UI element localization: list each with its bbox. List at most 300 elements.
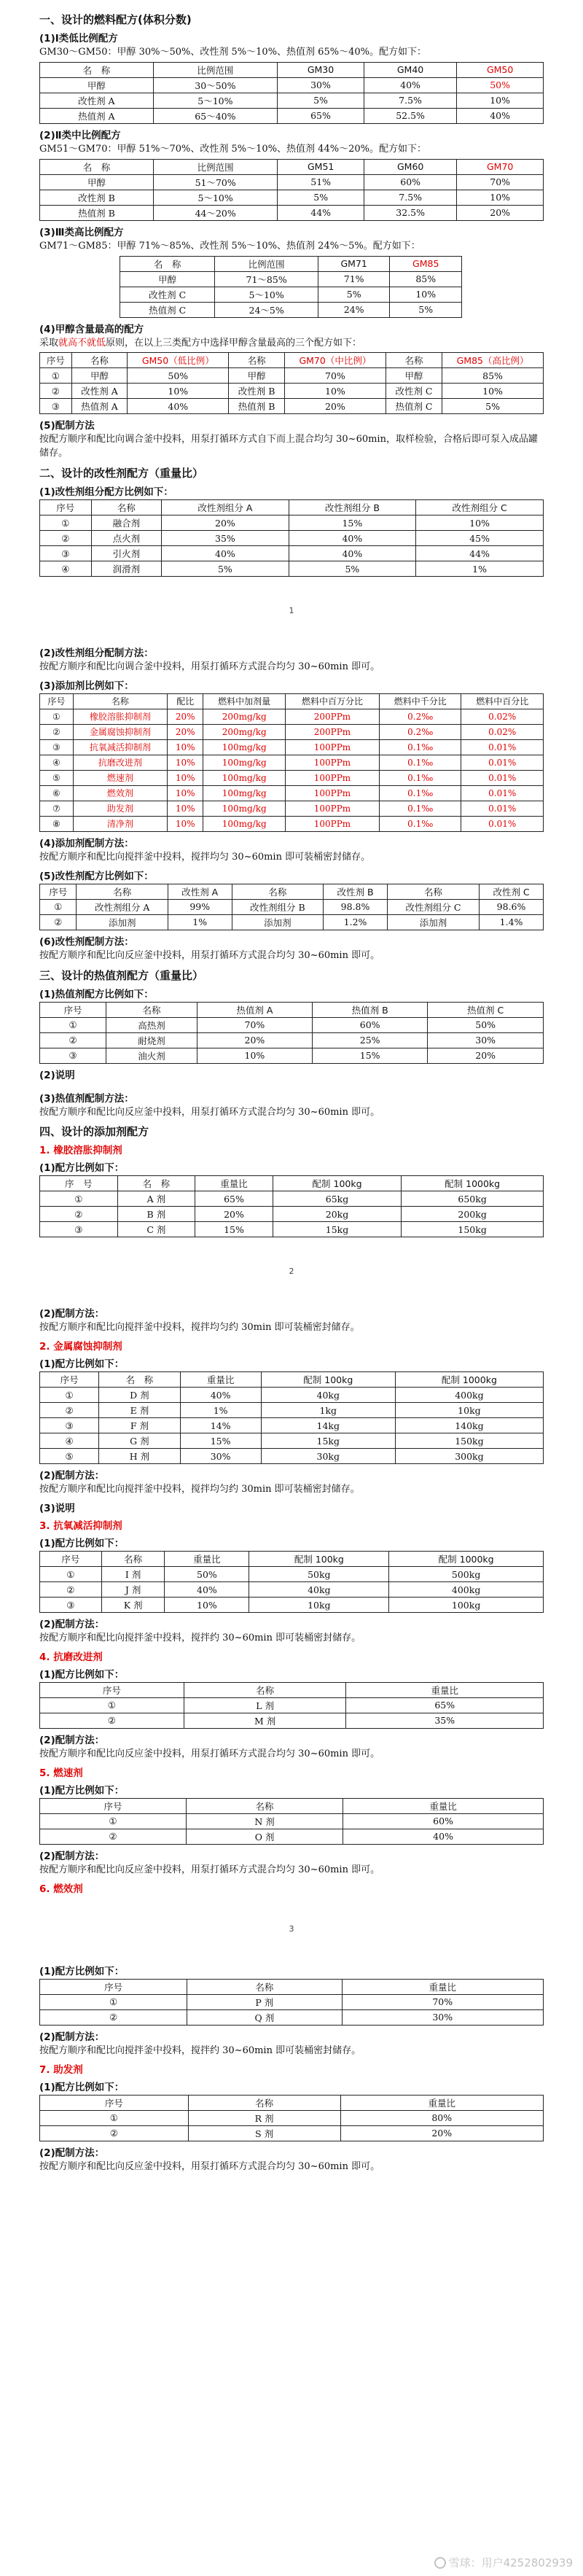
table-row xyxy=(40,190,544,205)
r2-method: 按配方顺序和配比向搅拌釜中投料，搅拌均匀约 30min 即可装桶密封储存。 xyxy=(39,1484,360,1495)
table-cell: 甲醇 xyxy=(71,368,128,384)
table-cell: ① xyxy=(40,1697,184,1713)
table-cell: 40kg xyxy=(261,1388,395,1403)
table-cell: 65% xyxy=(346,1697,544,1713)
table-cell: 100PPm xyxy=(285,755,379,770)
table-cell: 150kg xyxy=(395,1433,543,1449)
table-row xyxy=(40,816,544,831)
s1d-desc: 采取就高不就低原则，在以上三类配方中选择甲醇含量最高的三个配方如下： xyxy=(39,337,362,349)
table-cell: 10% xyxy=(167,816,203,831)
table-cell: 100PPm xyxy=(285,785,379,801)
table-cell: 甲醇 xyxy=(386,368,442,384)
column-header: GM71 xyxy=(318,256,390,271)
table-cell: 44～20% xyxy=(153,205,277,220)
column-header: GM50（低比例） xyxy=(128,353,229,368)
table-cell: 71～85% xyxy=(215,271,318,287)
table-cell: 44% xyxy=(278,205,364,220)
column-header: 序号 xyxy=(40,884,77,899)
table-row xyxy=(40,1829,544,1844)
table-cell: ④ xyxy=(40,755,74,770)
table-cell: 40kg xyxy=(249,1582,389,1598)
table-cell: 1% xyxy=(416,561,544,577)
column-header: GM30 xyxy=(278,62,364,77)
table-cell: 高热剂 xyxy=(106,1017,197,1032)
table-cell: 30% xyxy=(278,77,364,93)
table-cell: 50% xyxy=(457,77,544,93)
s3a-title: (1)热值剂配方比例如下： xyxy=(39,988,154,1000)
table-cell: 1% xyxy=(180,1403,261,1418)
column-header: 配比 xyxy=(167,693,203,709)
column-header: 比例范围 xyxy=(153,62,278,77)
table-cell: 65kg xyxy=(273,1191,401,1207)
table-header-row xyxy=(40,693,544,709)
table-cell: 点火剂 xyxy=(91,531,162,546)
r7-method: 按配方顺序和配比向反应釜中投料，用泵打循环方式混合均匀 30~60min 即可。 xyxy=(39,2160,380,2172)
table-row xyxy=(40,1017,544,1032)
column-header: 名 称 xyxy=(120,256,215,271)
table-cell: ② xyxy=(40,1829,187,1844)
column-header: 序号 xyxy=(40,693,74,709)
table-cell: 改性剂组分 A xyxy=(77,899,168,914)
s2a-title: (1)改性剂组分配方比例如下： xyxy=(39,486,173,499)
table-cell: 热值剂 B xyxy=(229,399,285,414)
table-row xyxy=(40,1713,544,1728)
table-cell: 30% xyxy=(342,2009,543,2025)
table-cell: 0.1‰ xyxy=(380,739,461,755)
r4-title: 4. 抗磨改进剂 xyxy=(39,1651,103,1663)
table-cell: 30～50% xyxy=(153,77,278,93)
table-r3 xyxy=(39,1551,544,1613)
column-header: 名称 xyxy=(101,1552,165,1567)
table-cell: 24% xyxy=(318,302,390,317)
r3-title: 3. 抗氧减活抑制剂 xyxy=(39,1520,122,1533)
table-cell: 15kg xyxy=(273,1222,401,1237)
table-cell: ⑥ xyxy=(40,785,74,801)
table-cell: D 剂 xyxy=(99,1388,180,1403)
table-cell: ② xyxy=(40,724,74,739)
table-cell: 添加剂 xyxy=(232,914,324,930)
table-cell: 5～10% xyxy=(153,93,278,108)
table-cell: E 剂 xyxy=(99,1403,180,1418)
section-1-title: 一、设计的燃料配方(体积分数) xyxy=(39,13,192,26)
r3-method-title: (2)配制方法： xyxy=(39,1619,105,1631)
table-cell: 耐烧剂 xyxy=(106,1032,197,1048)
column-header: 名称 xyxy=(186,1798,343,1813)
table-cell: ① xyxy=(40,899,77,914)
table-cell: 52.5% xyxy=(364,108,456,123)
table-cell: 甲醇 xyxy=(40,174,154,190)
table-row xyxy=(120,287,462,302)
table-r2 xyxy=(39,1371,544,1464)
r5-title: 5. 燃速剂 xyxy=(39,1767,83,1779)
table-cell: 50kg xyxy=(249,1567,389,1582)
table-row xyxy=(40,77,544,93)
table-cell: G 剂 xyxy=(99,1433,180,1449)
section-3-title: 三、设计的热值剂配方（重量比） xyxy=(39,968,204,982)
table-cell: 添加剂 xyxy=(77,914,168,930)
table-cell: 20% xyxy=(428,1048,544,1063)
table-cell: 40% xyxy=(180,1388,261,1403)
table-cell: ② xyxy=(40,1403,99,1418)
table-cell: 金属腐蚀抑制剂 xyxy=(73,724,167,739)
table-cell: 0.01% xyxy=(461,801,544,816)
table-cell: 5% xyxy=(162,561,289,577)
table-s2c xyxy=(39,693,544,832)
r6-method-title: (2)配制方法： xyxy=(39,2031,105,2043)
column-header: 名 称 xyxy=(40,62,154,77)
table-cell: 40% xyxy=(162,546,289,561)
table-cell: 改性剂 A xyxy=(40,93,154,108)
table-cell: 15% xyxy=(195,1222,273,1237)
table-cell: 200PPm xyxy=(285,709,379,724)
s2f-title: (6)改性剂配制方法： xyxy=(39,935,134,948)
table-row xyxy=(40,770,544,785)
snowball-logo-icon xyxy=(434,2557,446,2569)
column-header: 燃料中百分比 xyxy=(461,693,544,709)
table-cell: 98.8% xyxy=(324,899,388,914)
table-cell: K 剂 xyxy=(101,1598,165,1613)
table-cell: 5% xyxy=(278,93,364,108)
table-cell: ⑧ xyxy=(40,816,74,831)
r1-method: 按配方顺序和配比向搅拌釜中投料，搅拌均匀约 30min 即可装桶密封储存。 xyxy=(39,1322,360,1334)
column-header: 改性剂组分 B xyxy=(289,500,416,515)
table-cell: 5% xyxy=(289,561,416,577)
s2e-title: (5)改性剂配方比例如下： xyxy=(39,870,154,882)
s1a-desc: GM30～GM50：甲醇 30%～50%、改性剂 5%～10%、热值剂 65%～40%。配方如下： xyxy=(39,47,426,58)
column-header: 名 称 xyxy=(40,159,154,174)
table-cell: ① xyxy=(40,709,74,724)
column-header: 名 称 xyxy=(99,1372,180,1388)
column-header: 名称 xyxy=(77,884,168,899)
column-header: 序号 xyxy=(40,1682,184,1697)
table-cell: 70% xyxy=(342,1994,543,2009)
table-cell: ② xyxy=(40,914,77,930)
table-cell: 7.5% xyxy=(364,93,456,108)
table-s1c xyxy=(120,256,462,318)
table-cell: 5% xyxy=(318,287,390,302)
table-cell: 融合剂 xyxy=(91,515,162,531)
column-header: 序号 xyxy=(40,1798,187,1813)
table-cell: 35% xyxy=(346,1713,544,1728)
table-row xyxy=(40,205,544,220)
table-cell: ① xyxy=(40,368,72,384)
table-cell: 10% xyxy=(197,1048,312,1063)
table-cell: ① xyxy=(40,515,92,531)
section-4-title: 四、设计的添加剂配方 xyxy=(39,1125,149,1139)
table-header-row xyxy=(120,256,462,271)
table-cell: ② xyxy=(40,1032,106,1048)
table-cell: 20% xyxy=(167,724,203,739)
table-cell: ① xyxy=(40,1994,187,2009)
table-cell: ④ xyxy=(40,1433,99,1449)
table-row xyxy=(40,755,544,770)
table-row xyxy=(40,1388,544,1403)
s1e-title: (5)配制方法 xyxy=(39,420,95,432)
table-cell: 30% xyxy=(428,1032,544,1048)
table-cell: 5% xyxy=(390,302,462,317)
table-row xyxy=(40,914,544,930)
table-cell: 20% xyxy=(195,1207,273,1222)
table-cell: 热值剂 A xyxy=(40,108,154,123)
table-header-row xyxy=(40,353,544,368)
table-cell: ③ xyxy=(40,1222,118,1237)
column-header: 热值剂 A xyxy=(197,1002,312,1017)
table-cell: 热值剂 C xyxy=(386,399,442,414)
table-cell: ② xyxy=(40,1582,102,1598)
table-row xyxy=(40,1191,544,1207)
column-header: 重量比 xyxy=(342,1979,543,1994)
s1a-title: (1)Ⅰ类低比例配方 xyxy=(39,33,118,44)
table-cell: 140kg xyxy=(395,1418,543,1433)
table-cell: 650kg xyxy=(402,1191,544,1207)
table-cell: 15% xyxy=(289,515,416,531)
table-cell: 5～10% xyxy=(153,190,277,205)
table-cell: 35% xyxy=(162,531,289,546)
table-cell: 20% xyxy=(167,709,203,724)
column-header: 重量比 xyxy=(340,2095,543,2110)
r5-method: 按配方顺序和配比向反应釜中投料，用泵打循环方式混合均匀 30~60min 即可。 xyxy=(39,1864,380,1875)
r4-method-title: (2)配制方法： xyxy=(39,1734,105,1746)
table-cell: 65～40% xyxy=(153,108,278,123)
table-cell: ① xyxy=(40,1388,99,1403)
table-cell: C 剂 xyxy=(117,1222,195,1237)
table-cell: 98.6% xyxy=(480,899,544,914)
table-header-row xyxy=(40,62,544,77)
column-header: 序号 xyxy=(40,353,72,368)
table-row xyxy=(40,899,544,914)
table-cell: 85% xyxy=(442,368,544,384)
table-row xyxy=(40,561,544,577)
r1-method-title: (2)配制方法： xyxy=(39,1308,105,1320)
table-s1b xyxy=(39,159,544,221)
table-r6 xyxy=(39,1979,544,2026)
page-number-3: 3 xyxy=(289,1923,294,1934)
table-row xyxy=(40,1813,544,1829)
r7-title: 7. 助发剂 xyxy=(39,2063,83,2076)
table-cell: 60% xyxy=(343,1813,544,1829)
table-cell: 10% xyxy=(165,1598,249,1613)
r6-title: 6. 燃效剂 xyxy=(39,1883,83,1895)
table-header-row xyxy=(40,1372,544,1388)
r5-sub: (1)配方比例如下： xyxy=(39,1784,125,1797)
column-header: 改性剂 B xyxy=(324,884,388,899)
table-cell: 改性剂 B xyxy=(40,190,154,205)
r3-method: 按配方顺序和配比向搅拌釜中投料，搅拌约 30~60min 即可装桶密封储存。 xyxy=(39,1633,361,1644)
column-header: 序号 xyxy=(40,1002,106,1017)
table-row xyxy=(40,515,544,531)
table-cell: 改性剂 B xyxy=(229,384,285,399)
table-row xyxy=(120,271,462,287)
column-header: 序号 xyxy=(40,500,92,515)
table-cell: 14% xyxy=(180,1418,261,1433)
table-cell: 0.01% xyxy=(461,770,544,785)
r2-sub: (1)配方比例如下： xyxy=(39,1358,125,1371)
table-cell: ① xyxy=(40,1813,187,1829)
table-cell: 100mg/kg xyxy=(203,739,285,755)
column-header: 序号 xyxy=(40,1372,99,1388)
table-row xyxy=(40,384,544,399)
table-cell: 20% xyxy=(340,2125,543,2141)
table-row xyxy=(40,801,544,816)
table-header-row xyxy=(40,1002,544,1017)
r4-sub: (1)配方比例如下： xyxy=(39,1668,125,1681)
table-cell: ③ xyxy=(40,399,72,414)
column-header: GM85（高比例） xyxy=(442,353,544,368)
table-cell: 200mg/kg xyxy=(203,709,285,724)
table-cell: N 剂 xyxy=(186,1813,343,1829)
table-cell: 引火剂 xyxy=(91,546,162,561)
table-row xyxy=(40,1449,544,1464)
column-header: 名称 xyxy=(188,2095,340,2110)
table-header-row xyxy=(40,1798,544,1813)
r2-note: (3)说明 xyxy=(39,1503,75,1515)
column-header: 名称 xyxy=(387,884,479,899)
table-s3a xyxy=(39,1002,544,1064)
table-cell: 40% xyxy=(457,108,544,123)
table-row xyxy=(40,2125,544,2141)
table-header-row xyxy=(40,1176,544,1191)
table-cell: 100PPm xyxy=(285,801,379,816)
table-cell: 10% xyxy=(167,755,203,770)
table-cell: 改性剂 A xyxy=(71,384,128,399)
table-cell: ① xyxy=(40,1567,102,1582)
table-cell: 抗氧减活抑制剂 xyxy=(73,739,167,755)
table-cell: 100kg xyxy=(389,1598,544,1613)
table-cell: 5% xyxy=(278,190,364,205)
table-cell: J 剂 xyxy=(101,1582,165,1598)
table-row xyxy=(40,1222,544,1237)
table-row xyxy=(40,1032,544,1048)
table-cell: 70% xyxy=(457,174,544,190)
table-cell: A 剂 xyxy=(117,1191,195,1207)
page-number-2: 2 xyxy=(289,1266,294,1277)
table-cell: 甲醇 xyxy=(40,77,154,93)
table-row xyxy=(40,1994,544,2009)
table-cell: 200mg/kg xyxy=(203,724,285,739)
table-cell: H 剂 xyxy=(99,1449,180,1464)
table-cell: 热值剂 C xyxy=(120,302,215,317)
table-cell: 51% xyxy=(278,174,364,190)
r5-method-title: (2)配制方法： xyxy=(39,1850,105,1862)
table-cell: 1.4% xyxy=(480,914,544,930)
table-cell: 100mg/kg xyxy=(203,816,285,831)
table-row xyxy=(40,1403,544,1418)
watermark: 雪球：用户4252802939 xyxy=(434,2555,573,2570)
column-header: GM50 xyxy=(457,62,544,77)
table-cell: 20% xyxy=(162,515,289,531)
table-cell: 润滑剂 xyxy=(91,561,162,577)
r6-method: 按配方顺序和配比向搅拌釜中投料，搅拌约 30~60min 即可装桶密封储存。 xyxy=(39,2044,361,2056)
column-header: 配制 1000kg xyxy=(402,1176,544,1191)
page-number-1: 1 xyxy=(289,606,294,616)
table-header-row xyxy=(40,884,544,899)
column-header: 重量比 xyxy=(165,1552,249,1567)
table-r5 xyxy=(39,1798,544,1845)
table-cell: 5～10% xyxy=(215,287,318,302)
table-row xyxy=(40,93,544,108)
table-s1a xyxy=(39,62,544,124)
table-cell: 100PPm xyxy=(285,816,379,831)
table-cell: 甲醇 xyxy=(229,368,285,384)
table-cell: 10% xyxy=(167,770,203,785)
s1c-desc: GM71～GM85：甲醇 71%～85%、改性剂 5%～10%、热值剂 24%～5%。配方如下： xyxy=(39,240,420,252)
column-header: 名称 xyxy=(71,353,128,368)
s2d-title: (4)添加剂配制方法： xyxy=(39,837,134,849)
table-cell: 热值剂 A xyxy=(71,399,128,414)
table-header-row xyxy=(40,1682,544,1697)
table-cell: ① xyxy=(40,1191,118,1207)
table-cell: 40% xyxy=(128,399,229,414)
table-cell: 0.02% xyxy=(461,724,544,739)
r7-method-title: (2)配制方法： xyxy=(39,2147,105,2159)
table-cell: 甲醇 xyxy=(120,271,215,287)
table-cell: 0.02% xyxy=(461,709,544,724)
table-row xyxy=(40,368,544,384)
table-cell: 30% xyxy=(180,1449,261,1464)
s1e-desc: 按配方顺序和配比向调合釜中投料，用泵打循环方式自下而上混合均匀 30~60min，取样检验，合格后即可泵入成品罐储存。 xyxy=(39,434,538,459)
column-header: GM40 xyxy=(364,62,456,77)
table-cell: ③ xyxy=(40,1048,106,1063)
table-cell: 70% xyxy=(284,368,386,384)
column-header: 比例范围 xyxy=(215,256,318,271)
table-cell: 7.5% xyxy=(364,190,457,205)
table-row xyxy=(40,739,544,755)
column-header: 配制 100kg xyxy=(261,1372,395,1388)
column-header: 名称 xyxy=(106,1002,197,1017)
table-cell: 10% xyxy=(457,93,544,108)
table-cell: 10% xyxy=(390,287,462,302)
table-cell: 100PPm xyxy=(285,739,379,755)
column-header: 名称 xyxy=(229,353,285,368)
table-row xyxy=(40,1418,544,1433)
table-row xyxy=(40,399,544,414)
table-cell: 300kg xyxy=(395,1449,543,1464)
column-header: 比例范围 xyxy=(153,159,277,174)
table-cell: ③ xyxy=(40,1598,102,1613)
table-cell: 65% xyxy=(278,108,364,123)
r2-method-title: (2)配制方法： xyxy=(39,1470,105,1482)
table-row xyxy=(40,108,544,123)
r1-sub: (1)配方比例如下： xyxy=(39,1162,125,1175)
column-header: 序号 xyxy=(40,1979,187,1994)
s1b-desc: GM51～GM70：甲醇 51%～70%、改性剂 5%～10%、热值剂 44%～20%。配方如下： xyxy=(39,143,426,155)
table-cell: 50% xyxy=(128,368,229,384)
column-header: 重量比 xyxy=(346,1682,544,1697)
table-cell: 500kg xyxy=(389,1567,544,1582)
table-cell: 400kg xyxy=(389,1582,544,1598)
table-row xyxy=(40,531,544,546)
table-cell: ③ xyxy=(40,1418,99,1433)
table-row xyxy=(40,709,544,724)
table-cell: 100mg/kg xyxy=(203,770,285,785)
table-row xyxy=(40,2009,544,2025)
table-row xyxy=(40,724,544,739)
table-cell: 5% xyxy=(442,399,544,414)
table-cell: 0.01% xyxy=(461,739,544,755)
s2b-title: (2)改性剂组分配制方法： xyxy=(39,647,154,660)
r4-method: 按配方顺序和配比向反应釜中投料，用泵打循环方式混合均匀 30~60min 即可。 xyxy=(39,1748,380,1759)
table-cell: M 剂 xyxy=(184,1713,346,1728)
table-row xyxy=(40,1697,544,1713)
r2-title: 2. 金属腐蚀抑制剂 xyxy=(39,1341,122,1353)
table-header-row xyxy=(40,2095,544,2110)
table-cell: 助发剂 xyxy=(73,801,167,816)
table-cell: ① xyxy=(40,2110,189,2125)
table-cell: 0.2‰ xyxy=(380,724,461,739)
table-cell: 100mg/kg xyxy=(203,785,285,801)
column-header: 序 号 xyxy=(40,1176,118,1191)
table-cell: 抗磨改进剂 xyxy=(73,755,167,770)
